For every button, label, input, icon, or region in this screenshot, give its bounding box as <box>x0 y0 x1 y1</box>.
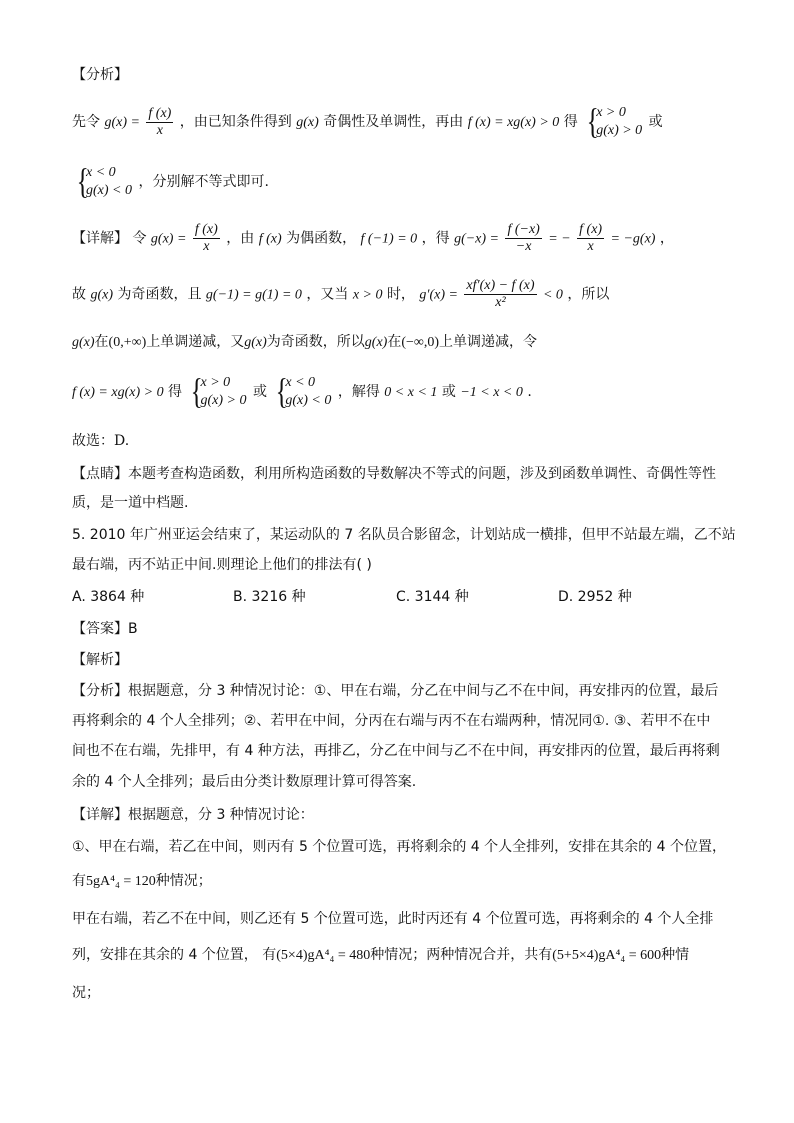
system-row: g(x) > 0 <box>200 393 247 408</box>
formula: f (−1) = 0 <box>360 231 418 247</box>
text: ， <box>659 230 674 247</box>
detail-case-line: 甲在右端，若乙不在中间，则乙还有 5 个位置可选，此时丙还有 4 个位置可选，再将剩余的 4 个人全排 <box>72 911 714 927</box>
denominator: −x <box>515 239 532 254</box>
analysis-paragraph-line: 【分析】根据题意，分 3 种情况讨论：①、甲在右端，分乙在中间与乙不在中间，再安排丙的位置，最后 <box>72 683 719 699</box>
formula: f (x) = xg(x) > 0 <box>72 385 164 400</box>
detail-label: 【详解】 <box>72 230 128 247</box>
formula: = − <box>548 231 571 247</box>
detail-intro-line: 【详解】根据题意，分 3 种情况讨论： <box>72 807 314 823</box>
text: ，由已知条件得到 <box>179 114 292 130</box>
text: ，由 <box>226 230 255 247</box>
analysis-label: 【分析】 <box>72 67 128 83</box>
system-row: x < 0 <box>285 375 316 390</box>
choice-d: D. 2952 种 <box>558 589 632 605</box>
brace: { <box>76 161 89 201</box>
solution-label: 【解析】 <box>72 652 128 668</box>
detail-line-1 <box>72 222 674 255</box>
formula: 5gA⁴₄ = 120 <box>86 874 156 889</box>
choice-c: C. 3144 种 <box>396 589 469 605</box>
detail-line-2 <box>72 278 609 311</box>
detail-case-line: 况； <box>72 985 100 1001</box>
text: ，分别解不等式即可. <box>138 174 269 190</box>
denominator: x <box>156 122 163 138</box>
formula: g(−x) = <box>454 231 499 247</box>
interval: (0,+∞) <box>108 335 147 350</box>
text: 或 <box>648 114 663 130</box>
formula: < 0 <box>542 287 563 303</box>
system-row: x > 0 <box>596 105 626 120</box>
text: 为偶函数， <box>286 230 357 247</box>
answer-line: 【答案】B <box>72 621 138 637</box>
denominator: x <box>587 239 594 254</box>
text: 故 <box>72 286 86 303</box>
detail-line-4 <box>72 371 532 411</box>
choice-a: A. 3864 种 <box>72 589 145 605</box>
analysis-paragraph-line: 余的 4 个人全排列；最后由分类计数原理计算可得答案. <box>72 774 417 790</box>
text: 令 <box>132 230 147 247</box>
conclusion-line: 故选：D. <box>72 433 130 449</box>
interval: (−∞,0) <box>401 335 440 350</box>
inequality-system <box>74 161 132 201</box>
system-row: x > 0 <box>200 375 231 390</box>
analysis-line-1 <box>72 101 663 141</box>
brace: { <box>275 371 289 411</box>
formula-g: g(x) = <box>104 115 140 130</box>
text: 种情况； <box>155 873 212 889</box>
formula: g(x) <box>90 287 113 303</box>
text: 有 <box>72 873 86 889</box>
text: 得 <box>563 114 578 130</box>
text: 种情 <box>661 947 690 963</box>
text: 或 <box>441 384 456 400</box>
text: 在 <box>387 334 402 350</box>
formula: g(−1) = g(1) = 0 <box>205 287 302 303</box>
formula: g′(x) = <box>419 287 458 303</box>
comment-line-1: 【点睛】本题考查构造函数，利用所构造函数的导数解决不等式的问题，涉及到函数单调性、奇偶性等性 <box>72 466 716 482</box>
text: 为奇函数，且 <box>117 286 202 303</box>
text: ，解得 <box>337 384 380 400</box>
fraction <box>193 222 220 255</box>
text: 为奇函数，所以 <box>266 334 365 350</box>
comment-line-2: 质，是一道中档题. <box>72 495 189 511</box>
choice-b: B. 3216 种 <box>233 589 306 605</box>
text: ，又当 <box>306 286 349 303</box>
formula: g(x) <box>364 335 388 350</box>
text: ，得 <box>421 230 450 247</box>
text: 种情况；两种情况合并，共有 <box>370 947 553 963</box>
analysis-line-2 <box>72 161 269 201</box>
formula: (5×4)gA⁴₄ = 480 <box>276 948 371 963</box>
question-5-line-2: 最右端，丙不站正中间.则理论上他们的排法有( ) <box>72 557 372 573</box>
brace: { <box>191 371 204 411</box>
numerator: f (x) <box>194 222 218 237</box>
detail-case-line <box>72 872 212 891</box>
text: 先令 <box>72 114 100 130</box>
question-5-line-1: 5. 2010 年广州亚运会结束了，某运动队的 7 名队员合影留念，计划站成一横排，但甲不站最左端，乙不站 <box>72 527 736 543</box>
formula: g(x) <box>244 335 267 350</box>
fraction <box>505 222 541 255</box>
detail-case-line <box>72 946 689 965</box>
numerator: xf′(x) − f (x) <box>466 278 535 293</box>
formula: f (x) = xg(x) > 0 <box>467 115 560 130</box>
analysis-paragraph-line: 再将剩余的 4 个人全排列；②、若甲在中间，分丙在右端与丙不在右端两种，情况同①. ③、若甲不在中 <box>72 713 711 729</box>
text: 在 <box>94 334 109 350</box>
numerator: f (x) <box>148 105 172 121</box>
detail-case-line: ①、甲在右端，若乙在中间，则丙有 5 个位置可选，再将剩余的 4 个人全排列，安排在其余的 4 个位置， <box>72 839 726 855</box>
inequality-system <box>584 101 643 141</box>
system-row: g(x) > 0 <box>596 123 643 138</box>
fraction <box>577 222 604 255</box>
numerator: f (−x) <box>507 222 540 237</box>
fraction <box>464 278 536 311</box>
formula: −1 < x < 0 <box>460 385 523 400</box>
numerator: f (x) <box>579 222 603 237</box>
text: 上单调递减，令 <box>439 334 538 350</box>
formula: f (x) <box>258 231 282 247</box>
brace: { <box>586 101 599 141</box>
fraction-fx-over-x <box>146 106 173 139</box>
formula: g(x) = <box>150 231 187 247</box>
text: 奇偶性及单调性，再由 <box>323 114 464 130</box>
text: . <box>527 384 532 400</box>
formula: g(x) <box>296 115 319 130</box>
text: 或 <box>252 384 267 400</box>
inequality-system <box>273 371 332 411</box>
text: 上单调递减，又 <box>146 334 245 350</box>
text: 得 <box>168 384 183 400</box>
formula: 0 < x < 1 <box>384 385 438 400</box>
inequality-system <box>188 371 247 411</box>
analysis-paragraph-line: 间也不在右端，先排甲，有 4 种方法，再排乙，分乙在中间与乙不在中间，再安排丙的位置，最后再将剩 <box>72 743 720 759</box>
system-row: x < 0 <box>86 165 116 180</box>
detail-line-3 <box>72 333 537 352</box>
denominator: x <box>203 239 210 254</box>
formula: x > 0 <box>352 287 383 303</box>
system-row: g(x) < 0 <box>86 183 132 198</box>
system-row: g(x) < 0 <box>285 393 332 408</box>
denominator: x² <box>495 295 506 310</box>
text: 时， <box>386 286 415 303</box>
formula: = −g(x) <box>610 231 656 247</box>
formula: g(x) <box>72 335 95 350</box>
text: ，所以 <box>567 286 610 303</box>
text: 列，安排在其余的 4 个位置， 有 <box>72 947 277 963</box>
formula: (5+5×4)gA⁴₄ = 600 <box>552 948 662 963</box>
